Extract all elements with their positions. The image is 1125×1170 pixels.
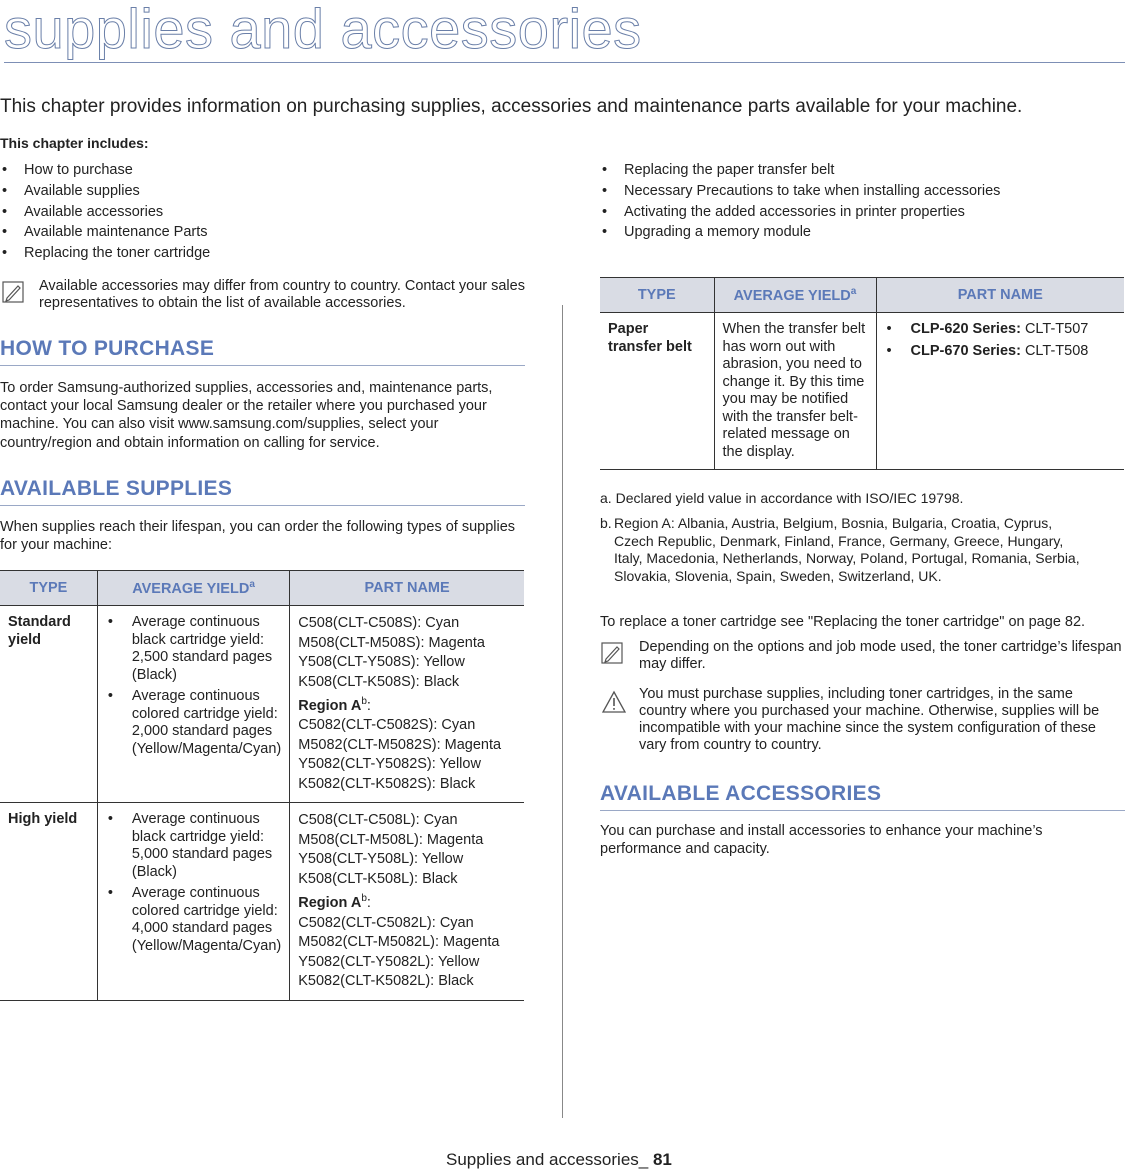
part-item: • CLP-670 Series: CLT-T508 <box>885 343 1117 361</box>
column-header-part-name: PART NAME <box>876 278 1124 313</box>
includes-label: This chapter includes: <box>0 135 149 151</box>
note-text: Depending on the options and job mode used, the toner cartridge’s lifespan may differ. <box>639 639 1122 672</box>
part-line: C508(CLT-C508S): Cyan <box>298 615 460 631</box>
title-rule <box>4 62 1125 63</box>
footnote-b: Region A: Albania, Austria, Belgium, Bosnia, Bulgaria, Croatia, Cyprus, Czech Republic, Denmark, Finland, France, Germany, Greece, Hungary, Italy, Macedonia, Netherlands, Norway, Poland, Portugal, Romania, Serbia, Slovakia, Slovenia, Spain, Sweden, Switzerland, UK. <box>614 515 1080 584</box>
column-divider <box>562 305 563 1118</box>
column-header-part-name: PART NAME <box>290 571 524 606</box>
yield-item: • Average continuous black cartridge yield: 5,000 standard pages (Black) <box>106 811 281 881</box>
yield-cell <box>97 803 289 1000</box>
part-line: M5082(CLT-M5082L): Magenta <box>298 934 500 951</box>
column-header-type: TYPE <box>600 278 714 313</box>
part-line: K5082(CLT-K5082L): Black <box>298 973 474 990</box>
part-line: Y508(CLT-Y508S): Yellow <box>298 654 465 670</box>
part-line: M508(CLT-M508L): Magenta <box>298 831 484 848</box>
part-item: • CLP-620 Series: CLT-T507 <box>885 321 1117 339</box>
part-line: M508(CLT-M508S): Magenta <box>298 634 485 651</box>
supplies-table <box>0 570 524 1001</box>
available-accessories-body: You can purchase and install accessories to enhance your machine’s performance and capacity. <box>600 823 1043 858</box>
toc-item[interactable]: • Available supplies <box>0 181 210 202</box>
how-to-purchase-body: To order Samsung-authorized supplies, accessories and, maintenance parts, contact your local Samsung dealer or the retailer where you purchased your machine. You can also visit www.samsung.com/supplies, select your country/region and obtain information on calling for service. <box>0 380 493 451</box>
part-line: Y508(CLT-Y508L): Yellow <box>298 851 464 868</box>
section-rule <box>0 365 525 366</box>
toc-item[interactable]: • Available accessories <box>0 202 210 223</box>
toc-item[interactable]: • Upgrading a memory module <box>600 222 1000 243</box>
part-line: K508(CLT-K508L): Black <box>298 870 458 887</box>
type-cell: Standard yield <box>0 606 97 803</box>
caution-text: You must purchase supplies, including toner cartridges, in the same country where you purchased your machine. Otherwise, supplies will be incompatible with your machine since the system configuration of these vary from country to country. <box>639 686 1100 753</box>
footnote-a: a. Declared yield value in accordance with ISO/IEC 19798. <box>600 490 964 506</box>
part-line: C5082(CLT-C5082S): Cyan <box>298 717 476 734</box>
yield-item: • Average continuous colored cartridge yield: 4,000 standard pages (Yellow/Magenta/Cyan) <box>106 885 281 955</box>
toc-item[interactable]: • Replacing the toner cartridge <box>0 243 210 264</box>
part-line: K5082(CLT-K5082S): Black <box>298 775 476 792</box>
caution-triangle-icon <box>601 690 627 714</box>
section-heading-how-to-purchase: HOW TO PURCHASE <box>0 337 215 360</box>
parts-cell <box>290 606 524 803</box>
part-line: K508(CLT-K508S): Black <box>298 673 460 690</box>
note-pencil-icon <box>2 281 24 303</box>
yield-item: • Average continuous black cartridge yield: 2,500 standard pages (Black) <box>106 614 281 684</box>
region-label: Region $A^b$: <box>298 696 371 714</box>
page-footer: Supplies and accessories_ 81 <box>446 1150 672 1169</box>
toc-left <box>0 160 210 264</box>
part-line: M5082(CLT-M5082S): Magenta <box>298 736 502 753</box>
toc-item[interactable]: • Replacing the paper transfer belt <box>600 160 1000 181</box>
part-line: C5082(CLT-C5082L): Cyan <box>298 914 474 931</box>
table-row <box>600 313 1124 470</box>
part-line: C508(CLT-C508L): Cyan <box>298 812 458 829</box>
parts-cell <box>290 803 524 1000</box>
region-label: Region $A^b$: <box>298 893 371 912</box>
parts-cell <box>876 313 1124 470</box>
type-cell: High yield <box>0 803 97 1000</box>
section-rule <box>0 505 525 506</box>
part-line: Y5082(CLT-Y5082S): Yellow <box>298 756 481 773</box>
footnote-b-label: b. <box>600 515 612 531</box>
yield-cell <box>97 606 289 803</box>
page-title: supplies and accessories <box>4 0 642 60</box>
available-supplies-body: When supplies reach their lifespan, you can order the following types of supplies for your machine: <box>0 519 516 554</box>
toc-item[interactable]: • How to purchase <box>0 160 210 181</box>
section-heading-available-accessories: AVAILABLE ACCESSORIES <box>600 782 882 805</box>
note-pencil-icon <box>601 642 623 664</box>
type-cell: Paper transfer belt <box>600 313 714 470</box>
table-row <box>0 803 524 1000</box>
table-row <box>0 606 524 803</box>
part-line: Y5082(CLT-Y5082L): Yellow <box>298 953 480 970</box>
yield-item: • Average continuous colored cartridge yield: 2,000 standard pages (Yellow/Magenta/Cyan) <box>106 688 281 758</box>
yield-cell: When the transfer belt has worn out with abrasion, you need to change it. By this time you may be notified with the transfer belt-related message on the display. <box>714 313 876 470</box>
column-header-yield: AVERAGE YIELD$^a$ <box>714 278 876 313</box>
chapter-intro: This chapter provides information on purchasing supplies, accessories and maintenance parts available for your machine. <box>0 96 1023 117</box>
section-heading-available-supplies: AVAILABLE SUPPLIES <box>0 477 233 500</box>
toc-right <box>600 160 1000 243</box>
column-header-type: TYPE <box>0 571 97 606</box>
transfer-belt-table <box>600 277 1124 470</box>
toc-item[interactable]: • Available maintenance Parts <box>0 222 210 243</box>
column-header-yield: AVERAGE YIELD$^a$ <box>97 571 289 606</box>
note-text: Available accessories may differ from country to country. Contact your sales representatives to obtain the list of available accessories. <box>39 278 525 311</box>
section-rule <box>600 810 1125 811</box>
replace-reference[interactable]: To replace a toner cartridge see "Replacing the toner cartridge" on page 82. <box>600 614 1086 630</box>
toc-item[interactable]: • Necessary Precautions to take when installing accessories <box>600 181 1000 202</box>
toc-item[interactable]: • Activating the added accessories in printer properties <box>600 202 1000 223</box>
